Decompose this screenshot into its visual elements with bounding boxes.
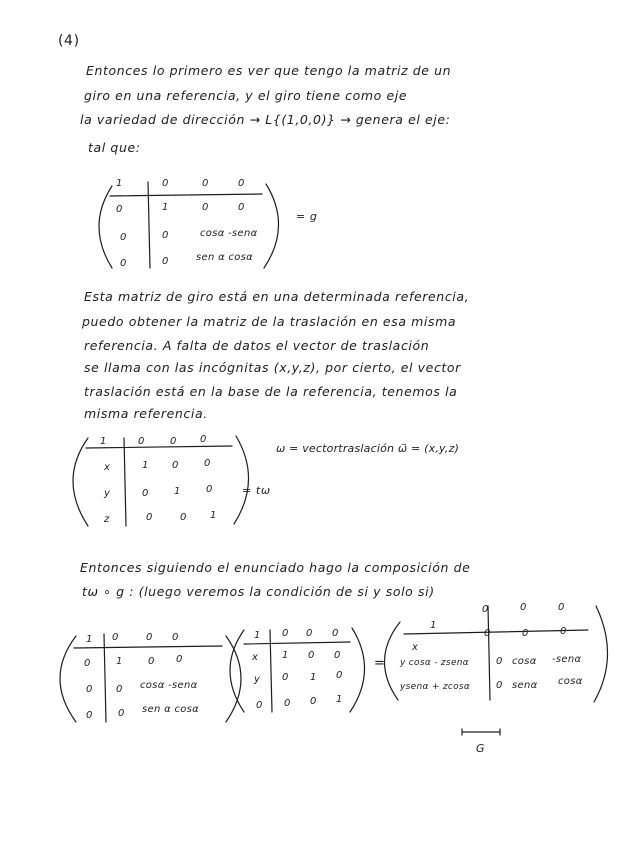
matrix-g-left-paren [99, 186, 112, 268]
comp-m1-cell: sen α cosα [142, 704, 200, 715]
matrix-t-cell: 0 [180, 512, 187, 523]
comp-r-cell: senα [512, 680, 538, 691]
matrix-t-hline [86, 446, 232, 448]
comp-r-vline [488, 606, 490, 700]
footnote-mark: G [476, 742, 486, 755]
paragraph2-line: puedo obtener la matriz de la traslación en esa misma [82, 314, 457, 329]
matrix-g-cell: 0 [162, 256, 169, 267]
matrix-g-cell: 0 [162, 230, 169, 241]
comp-m2-cell: 0 [332, 628, 339, 639]
paragraph1-line: Entonces lo primero es ver que tengo la matriz de un [86, 63, 452, 78]
comp-m1-cell: 0 [148, 656, 155, 667]
paragraph2-line: traslación está en la base de la referencia, tenemos la [84, 384, 458, 399]
matrix-g-cell: 0 [120, 232, 127, 243]
comp-m2-cell: 1 [336, 694, 343, 705]
matrix-t-cell: 0 [204, 458, 211, 469]
matrix-g-cell: 0 [238, 178, 245, 189]
matrix-g-cell: sen α cosα [196, 252, 254, 263]
matrix-t-note: ω = vectortraslación ω⃗ = (x,y,z) [276, 442, 460, 455]
matrix-t-cell: z [104, 514, 110, 525]
matrix-t-right-paren [234, 436, 249, 524]
matrix-g-hline [110, 194, 262, 196]
matrix-g-label: = g [296, 210, 318, 223]
matrix-g-cell: 0 [202, 202, 209, 213]
matrix-t-cell: 1 [142, 460, 149, 471]
comp-r-cell: ysenα + zcosα [400, 682, 471, 692]
comp-r-cell: -senα [552, 654, 582, 665]
comp-r-cell: cosα [558, 676, 583, 687]
matrix-g-cell: 0 [162, 178, 169, 189]
matrix-g-cell: 0 [116, 204, 123, 215]
comp-m2-cell: 0 [310, 696, 317, 707]
comp-m2-cell: y [254, 674, 261, 685]
comp-m1-cell: 0 [116, 684, 123, 695]
matrix-g-cell: 1 [116, 178, 123, 189]
matrix-g-cell: 0 [120, 258, 127, 269]
comp-m1-vline [104, 634, 106, 722]
paragraph3-line: Entonces siguiendo el enunciado hago la composición de [80, 560, 471, 575]
comp-m1-cell: 0 [86, 710, 93, 721]
paragraph2-line: Esta matriz de giro está en una determinada referencia, [84, 289, 470, 304]
paragraph2-line: misma referencia. [84, 406, 208, 421]
comp-r-cell: 0 [484, 628, 491, 639]
comp-m1-right-paren [226, 636, 241, 722]
comp-r-cell: y cosα - zsenα [400, 658, 470, 668]
comp-m2-vline [270, 630, 272, 712]
comp-m2-hline [244, 642, 350, 644]
comp-r-cell: 0 [520, 602, 527, 613]
matrix-t-cell: 0 [206, 484, 213, 495]
paragraph1-line: la variedad de dirección → L{(1,0,0)} → genera el eje: [80, 112, 451, 127]
paragraph1-line: giro en una referencia, y el giro tiene como eje [84, 88, 408, 103]
comp-m1-cell: 0 [146, 632, 153, 643]
paragraph3-line: tω ∘ g : (luego veremos la condición de si y solo si) [82, 584, 435, 599]
matrix-t-cell: x [104, 462, 111, 473]
matrix-t-cell: 1 [174, 486, 181, 497]
comp-r-right-paren [594, 606, 608, 702]
page-number: (4) [58, 33, 80, 49]
comp-m2-cell: 0 [282, 628, 289, 639]
comp-m1-cell: 0 [112, 632, 119, 643]
comp-m2-cell: 0 [282, 672, 289, 683]
comp-m2-left-paren [230, 630, 244, 712]
comp-r-cell: 0 [496, 680, 503, 691]
comp-m1-cell: 1 [116, 656, 123, 667]
comp-m2-right-paren [350, 628, 365, 712]
comp-m2-cell: 1 [282, 650, 289, 661]
comp-m1-cell: 0 [172, 632, 179, 643]
comp-m2-cell: x [252, 652, 259, 663]
comp-r-cell: 0 [560, 626, 567, 637]
matrix-t-cell: y [104, 488, 111, 499]
matrix-g-cell: cosα -senα [200, 228, 258, 239]
comp-m2-cell: 0 [308, 650, 315, 661]
comp-m1-cell: 0 [118, 708, 125, 719]
comp-m1-hline [74, 646, 222, 648]
matrix-t-cell: 0 [200, 434, 207, 445]
comp-r-cell: 0 [496, 656, 503, 667]
comp-r-cell: 1 [430, 620, 437, 631]
comp-r-cell: 0 [522, 628, 529, 639]
comp-r-cell: 0 [482, 604, 489, 615]
matrix-t-cell: 0 [138, 436, 145, 447]
comp-m2-cell: 0 [256, 700, 263, 711]
matrix-t-label: = tω [242, 484, 271, 497]
matrix-t-cell: 0 [146, 512, 153, 523]
matrix-t-cell: 0 [172, 460, 179, 471]
matrix-g-cell: 0 [238, 202, 245, 213]
comp-m1-cell: 0 [84, 658, 91, 669]
paragraph2-line: referencia. A falta de datos el vector de traslación [84, 338, 430, 353]
composition-equals: = [374, 656, 386, 671]
matrix-t-cell: 1 [100, 436, 107, 447]
comp-m2-cell: 0 [284, 698, 291, 709]
comp-m1-cell: 1 [86, 634, 93, 645]
matrix-t-cell: 0 [170, 436, 177, 447]
matrix-g-vline [148, 182, 150, 268]
matrix-t-cell: 0 [142, 488, 149, 499]
matrix-g-right-paren [264, 184, 279, 268]
comp-m1-left-paren [60, 636, 76, 722]
comp-m2-cell: 0 [334, 650, 341, 661]
comp-m2-cell: 0 [306, 628, 313, 639]
comp-r-cell: cosα [512, 656, 537, 667]
paragraph2-line: se llama con las incógnitas (x,y,z), por cierto, el vector [84, 360, 461, 375]
comp-m2-cell: 1 [310, 672, 317, 683]
comp-m2-cell: 0 [336, 670, 343, 681]
comp-m1-cell: 0 [86, 684, 93, 695]
comp-m2-cell: 1 [254, 630, 261, 641]
paragraph1-line: tal que: [88, 140, 141, 155]
comp-r-cell: x [412, 642, 419, 653]
matrix-g-cell: 1 [162, 202, 169, 213]
comp-m1-cell: 0 [176, 654, 183, 665]
comp-r-left-paren [384, 622, 400, 700]
comp-r-cell: 0 [558, 602, 565, 613]
comp-m1-cell: cosα -senα [140, 680, 198, 691]
matrix-t-vline [124, 438, 126, 526]
matrix-g-cell: 0 [202, 178, 209, 189]
matrix-t-left-paren [73, 438, 88, 526]
matrix-t-cell: 1 [210, 510, 217, 521]
